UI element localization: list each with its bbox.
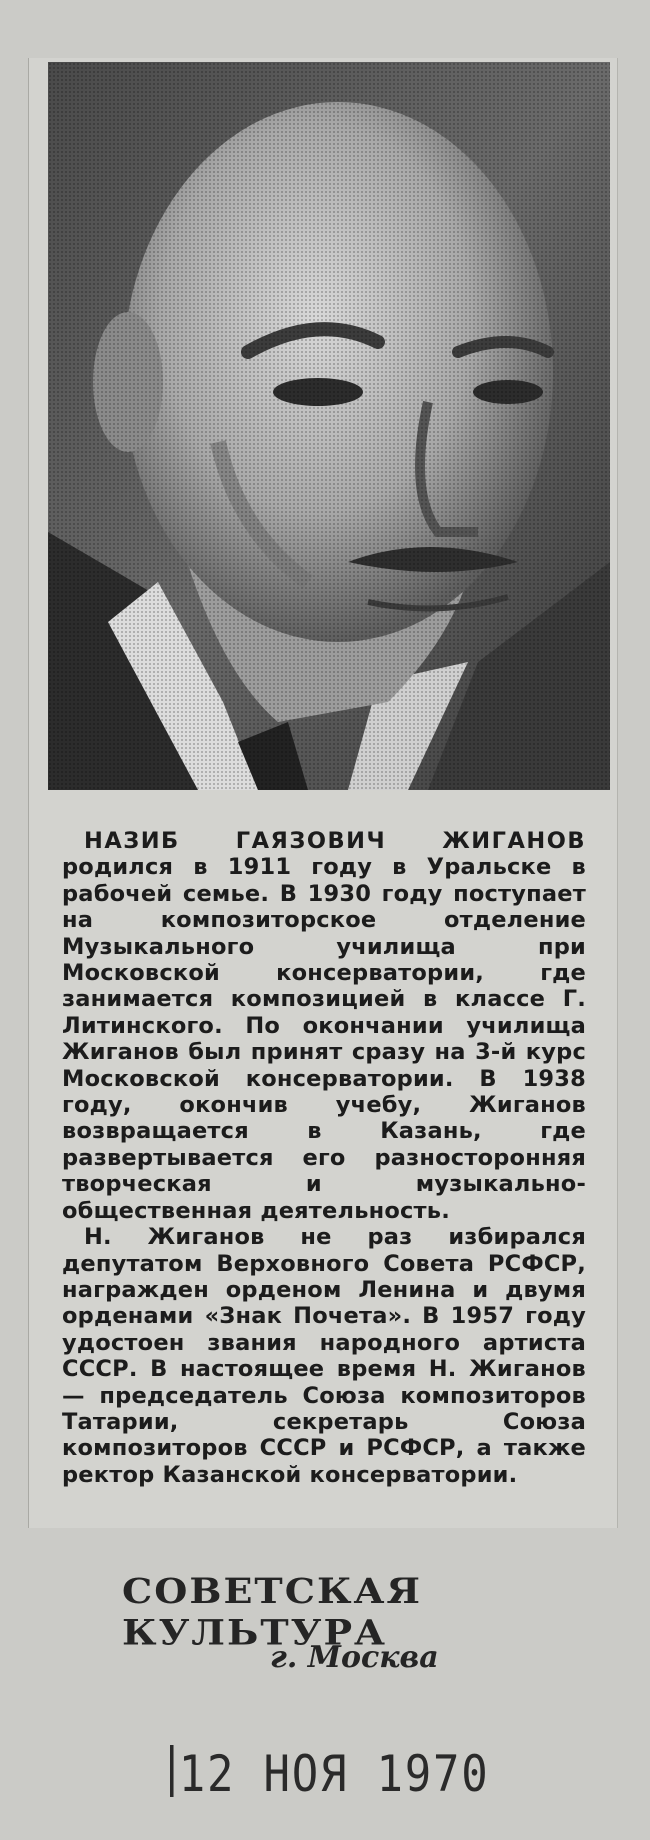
city-stamp: г. Москва bbox=[270, 1640, 439, 1675]
portrait-photo bbox=[48, 62, 610, 790]
paragraph-2: Н. Жиганов не раз избирался депутатом Верховного Совета РСФСР, награжден орденом Ленина и двумя орденами «Знак Почета». В 1957 году удостоен звания народного артиста СССР. В настоящее время Н. Жиганов — председатель Союза композиторов Татарии, секретарь Союза композиторов СССР и РСФСР, а также ректор Казанской консерватории. bbox=[62, 1224, 586, 1488]
stamp-mark-icon bbox=[170, 1745, 174, 1797]
date-stamp-text: 12 НОЯ 1970 bbox=[178, 1745, 490, 1803]
paragraph-1 bbox=[62, 828, 586, 1224]
date-stamp bbox=[170, 1745, 490, 1803]
biography-text bbox=[62, 828, 586, 1488]
person-name: НАЗИБ ГАЯЗОВИЧ ЖИГАНОВ bbox=[84, 828, 586, 854]
newspaper-stamp: СОВЕТСКАЯ КУЛЬТУРА bbox=[122, 1570, 422, 1653]
paragraph-1-text: родился в 1911 году в Уральске в рабочей семье. В 1930 году поступает на композиторское отделение Музыкального училища при Московской консерватории, где занимается композицией в классе Г. Литинского. По окончании училища Жиганов был принят сразу на 3-й курс Московской консерватории. В 1938 году, окончив учебу, Жиганов возвращается в Казань, где развертывается его разносторонняя творческая и музыкально-общественная деятельность. bbox=[62, 854, 586, 1224]
